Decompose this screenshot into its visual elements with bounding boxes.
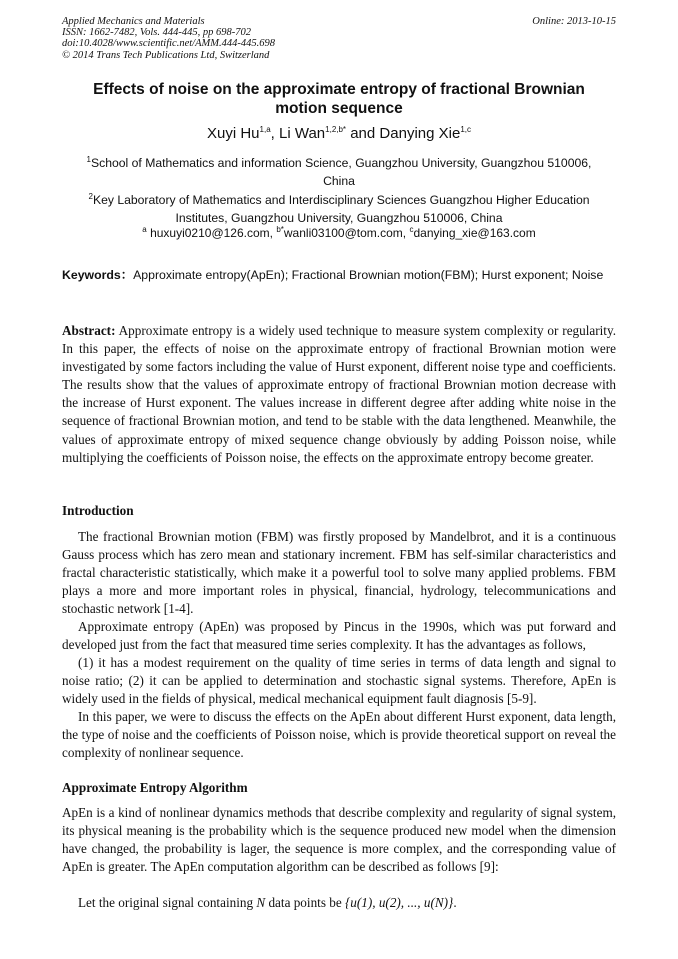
- algorithm-paragraph-2: [62, 894, 616, 912]
- section-heading-algorithm: Approximate Entropy Algorithm: [62, 780, 248, 795]
- affiliation-superscript: 2: [88, 191, 93, 201]
- author-name: Li Wan: [279, 125, 326, 142]
- author-name: Danying Xie: [379, 125, 461, 142]
- math-set: {u(1), u(2), ..., u(N)}: [345, 895, 454, 910]
- title-line-1: Effects of noise on the approximate entropy of fractional Brownian: [93, 81, 585, 98]
- intro-paragraph-3: (1) it has a modest requirement on the quality of time series in terms of data length and signal to noise ratio; (2) it can be applied to determination and stochastic signal systems. Therefore, ApEn is widely used in the fields of physical, medical mechanical equipment fault diagnosis [5-9].: [62, 655, 616, 707]
- title-line-2: motion sequence: [275, 100, 403, 117]
- copyright-line: © 2014 Trans Tech Publications Ltd, Switzerland: [62, 49, 270, 61]
- affiliation-text: Institutes, Guangzhou University, Guangzhou 510006, China: [175, 211, 503, 225]
- email-superscript: b*: [276, 225, 284, 234]
- math-variable: N: [256, 895, 266, 910]
- doi-line: doi:10.4028/www.scientific.net/AMM.444-445.698: [62, 38, 275, 50]
- issn-line: ISSN: 1662-7482, Vols. 444-445, pp 698-702: [62, 27, 251, 39]
- text-fragment: .: [453, 895, 457, 910]
- section-heading-introduction: Introduction: [62, 503, 134, 518]
- affiliation-text: Key Laboratory of Mathematics and Interdisciplinary Sciences Guangzhou Higher Education: [92, 193, 590, 207]
- author-separator: ,: [270, 125, 279, 142]
- affiliation-text: China: [323, 174, 355, 188]
- paper-title: [62, 80, 616, 118]
- journal-name: Applied Mechanics and Materials: [62, 16, 205, 27]
- email-address: wanli03100@tom.com,: [283, 226, 410, 240]
- affiliation-1: [62, 154, 616, 190]
- abstract-text: Approximate entropy is a widely used technique to measure system complexity or regularity. In this paper, the effects of noise on the approximate entropy of fractional Brownian motion were investigated by some factors including the value of Hurst exponent, different noise type and coefficients. The results show that the values of approximate entropy of fractional Brownian motion decrease with the increase of Hurst exponent. The values increase in different degree after adding white noise in the sequence of fractional Brownian motion, and tend to be stable with the data lengthened. Meanwhile, the values of approximate entropy of mixed sequence change obviously by adding Poisson noise, while multiplying the coefficients of Poisson noise, the effects on the approximate entropy become greater.: [62, 323, 616, 465]
- intro-paragraph-1: The fractional Brownian motion (FBM) was firstly proposed by Mandelbrot, and it is a continuous Gauss process which has zero mean and stationary increment. FBM has self-similar characteristics and fractal characteristic statistically, which make it a powerful tool to solve many applied problems. FBM plays a more and more important roles in physical, financial, hydrology, telecommunications and stochastic network [1-4].: [62, 529, 616, 617]
- author-list: [62, 125, 616, 143]
- author-separator: and: [346, 125, 380, 142]
- author-superscript: 1,c: [460, 125, 471, 134]
- affiliation-2: [62, 191, 616, 227]
- algorithm-paragraph-1: ApEn is a kind of nonlinear dynamics methods that describe complexity and regularity of signal system, its physical meaning is the probability which is the sequence produced new model when the dimension have changed, the probability is lager, the sequence is more complex, and the corresponding value of ApEn is greater. The ApEn computation algorithm can be described as follows [9]:: [62, 805, 616, 875]
- keywords-label: Keywords：: [62, 268, 134, 282]
- email-address: danying_xie@163.com: [413, 226, 536, 240]
- keywords: [62, 266, 616, 284]
- keywords-text: Approximate entropy(ApEn); Fractional Brownian motion(FBM); Hurst exponent; Noise: [133, 268, 604, 282]
- author-superscript: 1,2,b*: [325, 125, 347, 134]
- email-line: [62, 225, 616, 241]
- author-name: Xuyi Hu: [207, 125, 260, 142]
- intro-paragraph-4: In this paper, we were to discuss the effects on the ApEn about different Hurst exponent, data length, the type of noise and the coefficients of Poisson noise, which is provide theoretical support on reveal the complexity of nonlinear sequence.: [62, 709, 616, 761]
- running-header: [62, 16, 616, 61]
- abstract-label: Abstract:: [62, 323, 116, 338]
- email-superscript: c: [409, 225, 414, 234]
- affiliation-text: School of Mathematics and information Science, Guangzhou University, Guangzhou 510006,: [91, 156, 592, 170]
- affiliation-superscript: 1: [86, 154, 91, 164]
- intro-paragraph-2: Approximate entropy (ApEn) was proposed by Pincus in the 1990s, which was put forward and developed just from the fact that measured time series complexity. It has the advantages as follows,: [62, 619, 616, 653]
- online-date: Online: 2013-10-15: [532, 16, 616, 27]
- text-fragment: Let the original signal containing: [78, 895, 257, 910]
- author-superscript: 1,a: [259, 125, 271, 134]
- abstract: [62, 322, 616, 467]
- email-address: huxuyi0210@126.com,: [150, 226, 277, 240]
- text-fragment: data points be: [265, 895, 345, 910]
- email-superscript: a: [142, 225, 147, 234]
